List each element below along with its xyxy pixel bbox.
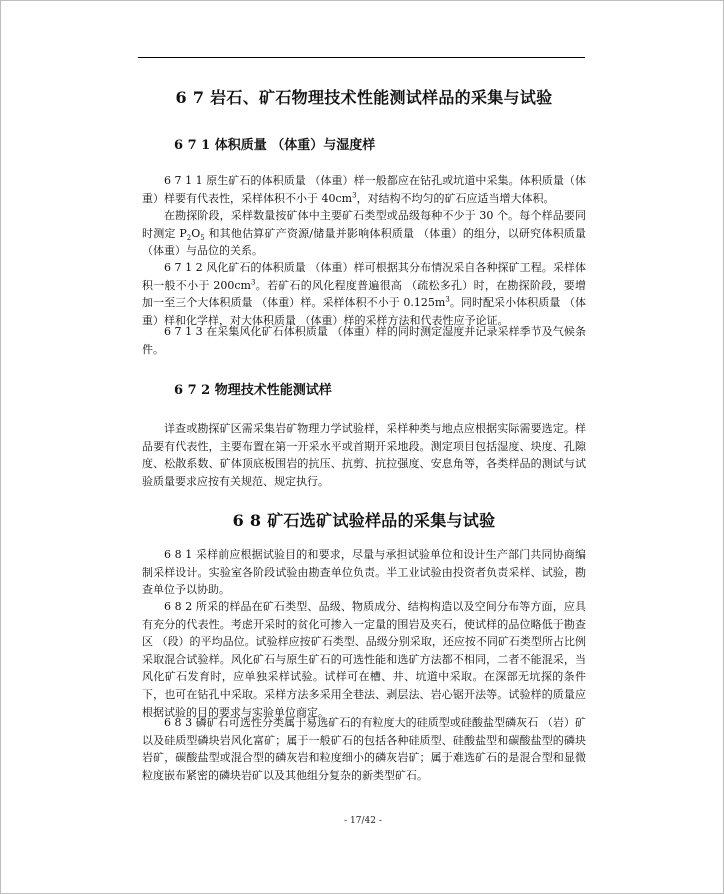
paragraph-6-7-1-2: 6 7 1 2 风化矿石的体积质量 （体重）样可根据其分布情况采自各种探矿工程。采样体积一般不小于 $200cm^3$。若矿石的风化程度普遍很高 （疏松多孔）时，在勘探阶段，要增加一至三个大体积质量 （体重）样。采样体积不小于 $0.125m^3$。同时配采小体积质量 （体重）样和化学样，对大体积质量 （体重）样的采样方法和代表性应予论证。 xyxy=(142,261,586,327)
paragraph-6-8-2: 6 8 2 所采的样品在矿石类型、品级、物质成分、结构构造以及空间分布等方面，应具有充分的代表性。考虑开采时的贫化可掺入一定量的围岩及夹石，使试样的品位略低于勘查区 （段）的平均品位。试验样应按矿石类型、品级分别采取，还应按不同矿石类型所占比例采取混合试验样。风化矿石与原生矿石的可选性能和选矿方法都不相同，二者不能混采，当风化矿石发育时，应单独采样试验。试样可在槽、井、坑道中采取。在深部无坑探的条件下，也可在钻孔中采取。采样方法多采用全巷法、剥层法、岩心锯开法等。试验样的质量应根据试验的目的要求与实验单位商定。 xyxy=(142,600,586,719)
paragraph-6-8-1: 6 8 1 采样前应根据试验目的和要求，尽量与承担试验单位和设计生产部门共同协商编制采样设计。实验室各阶段试验由勘查单位负责。半工业试验由投资者负责采样、试验，勘查单位予以协助。 xyxy=(142,548,586,597)
paragraph-6-7-1-1: 6 7 1 1 原生矿石的体积质量 （体重）样一般都应在钻孔或坑道中采集。体积质量（体重）样要有代表性，采样体积不小于 $40cm^3$，对结构不均匀的矿石应适当增大体积。 xyxy=(142,174,586,205)
header-rule xyxy=(138,57,585,58)
subsection-heading-6-7-1: 6 7 1 体积质量 （体重）与湿度样 xyxy=(174,138,376,153)
paragraph-6-7-1-3: 6 7 1 3 在采集风化矿石体积质量 （体重）样的同时测定湿度并记录采样季节及气候条件。 xyxy=(142,325,586,356)
section-title-6-8: 6 8 矿石选矿试验样品的采集与试验 xyxy=(232,511,496,530)
section-title-6-7: 6 7 岩石、矿石物理技术性能测试样品的采集与试验 xyxy=(175,88,553,107)
paragraph-6-7-1-1-cont: 在勘探阶段，采样数量按矿体中主要矿石类型或品级每种不少于 30 个。每个样品要同时测定 $P_2O_5$ 和其他估算矿产资源/储量并影响体积质量 （体重）的组分，以研究体积质量（体重）与品位的关系。 xyxy=(142,209,586,258)
subsection-heading-6-7-2: 6 7 2 物理技术性能测试样 xyxy=(174,383,332,398)
page-number: - 17/42 - xyxy=(344,816,382,826)
paragraph-6-8-3: 6 8 3 磷矿石可选性分类属于易选矿石的有粒度大的硅质型或硅酸盐型磷灰石 （岩）矿以及硅质型磷块岩风化富矿；属于一般矿石的包括各种硅质型、硅酸盐型和碳酸盐型的磷块岩矿，碳酸盐型或混合型的磷灰岩和粒度细小的磷灰岩矿；属于难选矿石的是混合型和显微粒度嵌布紧密的磷块岩矿以及其他组分复杂的新类型矿石。 xyxy=(142,716,586,782)
paragraph-6-7-2: 详查或勘探矿区需采集岩矿物理力学试验样，采样种类与地点应根据实际需要选定。样品要有代表性，主要布置在第一开采水平或首期开采地段。测定项目包括湿度、块度、孔隙度、松散系数、矿体顶底板围岩的抗压、抗剪、抗拉强度、安息角等，各类样品的测试与试验质量要求应按有关规范、规定执行。 xyxy=(142,422,586,488)
